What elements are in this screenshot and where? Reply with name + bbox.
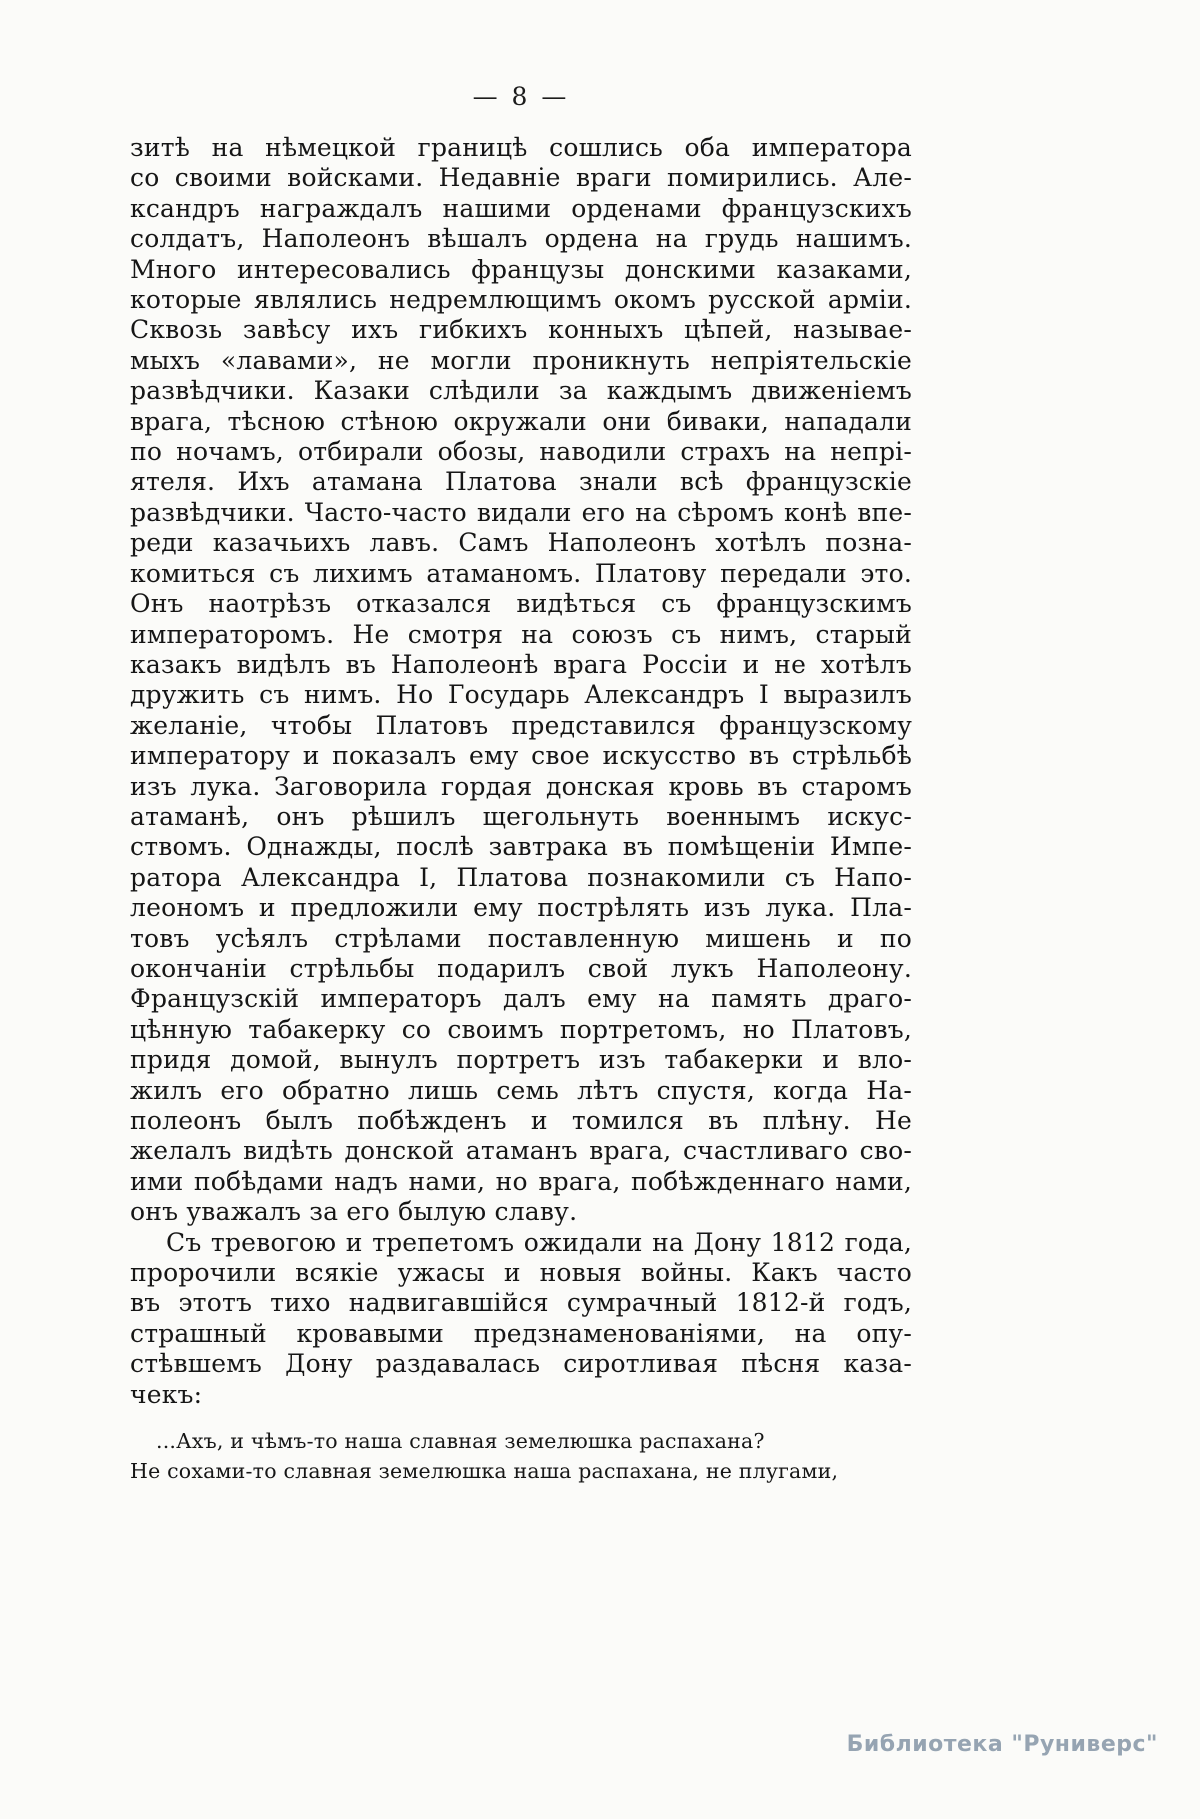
text-line: которые являлись недремлющимъ окомъ русской арміи.	[130, 285, 912, 315]
text-line: императору и показалъ ему свое искусство въ стрѣльбѣ	[130, 741, 912, 771]
text-line: развѣдчики. Казаки слѣдили за каждымъ движеніемъ	[130, 376, 912, 406]
text-line: мыхъ «лавами», не могли проникнуть непріятельскіе	[130, 345, 912, 375]
text-line: Много интересовались французы донскими казаками,	[130, 254, 912, 284]
text-line: леономъ и предложили ему пострѣлять изъ лука. Пла-	[130, 893, 912, 923]
text-line: въ этотъ тихо надвигавшійся сумрачный 1812-й годъ,	[130, 1288, 912, 1318]
text-line: ствомъ. Однажды, послѣ завтрака въ помѣщеніи Импе-	[130, 832, 912, 862]
text-line: полеонъ былъ побѣжденъ и томился въ плѣну. Не	[130, 1106, 912, 1135]
text-line: желаніе, чтобы Платовъ представился французскому	[130, 710, 912, 740]
text-line: ксандръ награждалъ нашими орденами французскихъ	[130, 193, 912, 223]
paragraph-new	[130, 1228, 912, 1410]
text-line: императоромъ. Не смотря на союзъ съ нимъ, старый	[130, 619, 912, 649]
text-line: стѣвшемъ Дону раздавалась сиротливая пѣсня каза-	[130, 1349, 912, 1379]
text-line: желалъ видѣть донской атаманъ врага, счастливаго сво-	[130, 1136, 912, 1166]
paragraph-continuation	[130, 133, 912, 1228]
text-line: со своими войсками. Недавніе враги помирились. Але-	[130, 163, 912, 193]
text-line: Не сохами-то славная земелюшка наша распахана, не плугами,	[130, 1459, 839, 1484]
text-line: жилъ его обратно лишь семь лѣтъ спустя, когда На-	[130, 1075, 912, 1105]
text-line: придя домой, вынулъ портретъ изъ табакерки и вло-	[130, 1045, 912, 1075]
text-block	[130, 82, 912, 1486]
text-line: ятеля. Ихъ атамана Платова знали всѣ французскіе	[130, 467, 912, 497]
text-line: цѣнную табакерку со своимъ портретомъ, но Платовъ,	[130, 1014, 912, 1044]
text-line: онъ уважалъ за его былую славу.	[130, 1197, 578, 1227]
text-line: Съ тревогою и трепетомъ ожидали на Дону 1812 года,	[166, 1227, 912, 1257]
text-line: атаманѣ, онъ рѣшилъ щегольнуть военнымъ искус-	[130, 801, 912, 831]
text-line: дружить съ нимъ. Но Государь Александръ I выразилъ	[130, 680, 912, 710]
text-line: ими побѣдами надъ нами, но врага, побѣжденнаго нами,	[130, 1166, 912, 1196]
text-line: казакъ видѣлъ въ Наполеонѣ врага Россіи и не хотѣлъ	[130, 649, 912, 679]
text-line: чекъ:	[130, 1379, 203, 1409]
text-line: страшный кровавыми предзнаменованіями, на опу-	[130, 1318, 912, 1348]
text-line: Французскій императоръ далъ ему на память драго-	[130, 984, 912, 1014]
text-line: зитѣ на нѣмецкой границѣ сошлись оба императора	[130, 133, 912, 162]
text-line: врага, тѣсною стѣною окружали они биваки, нападали	[130, 406, 912, 436]
text-line: окончаніи стрѣльбы подарилъ свой лукъ Наполеону.	[130, 953, 912, 983]
text-line: товъ усѣялъ стрѣлами поставленную мишень и по	[130, 923, 912, 953]
text-line: ...Ахъ, и чѣмъ-то наша славная земелюшка распахана?	[156, 1429, 765, 1454]
text-line: реди казачьихъ лавъ. Самъ Наполеонъ хотѣлъ позна-	[130, 528, 912, 558]
page-number: — 8 —	[472, 82, 570, 111]
text-line: солдатъ, Наполеонъ вѣшалъ ордена на грудь нашимъ.	[130, 224, 912, 254]
text-line: развѣдчики. Часто-часто видали его на сѣромъ конѣ впе-	[130, 497, 912, 527]
text-line: ратора Александра I, Платова познакомили съ Напо-	[130, 862, 912, 892]
text-line: Онъ наотрѣзъ отказался видѣться съ французскимъ	[130, 589, 912, 619]
text-line: по ночамъ, отбирали обозы, наводили страхъ на непрі-	[130, 437, 912, 467]
verse-quote	[130, 1426, 912, 1486]
text-line: комиться съ лихимъ атаманомъ. Платову передали это.	[130, 558, 912, 588]
library-watermark: Библиотека "Руниверс"	[846, 1732, 1158, 1757]
text-line: Сквозь завѣсу ихъ гибкихъ конныхъ цѣпей, называе-	[130, 315, 912, 345]
text-line: пророчили всякіе ужасы и новыя войны. Какъ часто	[130, 1258, 912, 1288]
text-line: изъ лука. Заговорила гордая донская кровь въ старомъ	[130, 771, 912, 801]
